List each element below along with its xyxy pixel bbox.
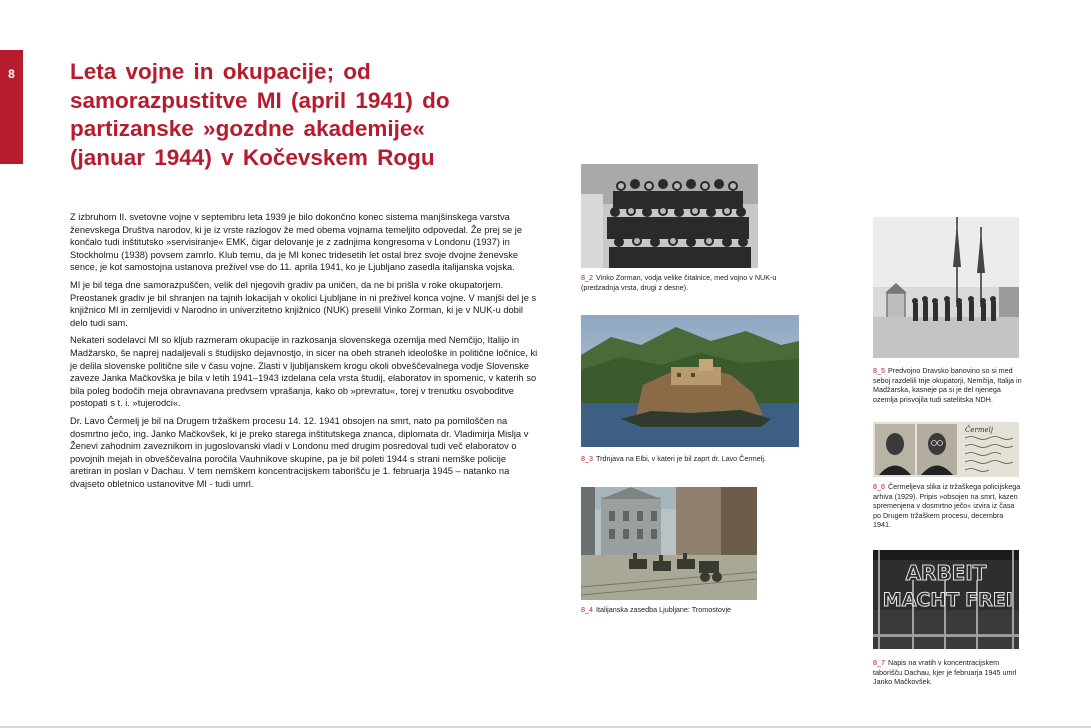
gate-word-macht: MACHT [882,589,960,611]
caption-text: Napis na vratih v koncentracijskem taborišču Dachau, kjer je februarja 1945 umrl Janko Mačkovšek. [873,658,1017,687]
caption-number: 8_2 [581,273,593,282]
paragraph-3: Nekateri sodelavci MI so kljub razmeram okupacije in razkosanja slovenskega ozemlja med Nemčijo, Italijo in Madžarsko, še naprej nadaljevali s študijsko dejavnostjo, in sicer na obeh straneh ideološke in politične ločnice, ki je delila slovenske politične sile v času vojne. Zlasti v ljubljanskem krogu okoli obveščevalnega vodje Slovenske zaveze Janka Mačkovška je bila v letih 1941–1943 izdelana cela vrsta študij, elaboratov in spomenic, v katerih so bila poleg bodočih meja obravnavana predvsem vprašanja, kako ob »prevratu«, torej v trenutku osvoboditve postopati s t. i. »tujerodci«. [70,335,538,409]
page-number-tab: 8 [0,50,23,164]
photo-elba-fortress [581,315,799,447]
caption-text: Trdnjava na Elbi, v kateri je bil zaprt dr. Lavo Čermelj. [596,454,766,463]
caption-text: Predvojno Dravsko banovino so si med seboj razdelili trije okupatorji, Nemčija, Italija in Madžarska, kasneje pa si je del njenega ozemlja prisvojila tudi satelitska NDH. [873,366,1022,404]
paragraph-2: MI je bil tega dne samorazpuščen, velik del njegovih gradiv pa uničen, da ne bi prišla v roke okupatorjem. Preostanek gradiv je bil shranjen na tajnih lokacijah v okolici Ljubljane in ni preživel konca vojne. V manjši del je s knjižnico MI in zemljevidi v Narodno in univerzitetno knjižnico (NUK) preselil Vinko Zorman, ki je v NUK-u dobil delo tudi sam. [70,279,537,328]
photo-cermelj-police-card [873,422,1019,477]
caption-8-4 [581,605,781,615]
caption-text: Italijanska zasedba Ljubljane: Tromostovje [596,605,732,614]
handwritten-name: Čermelj [965,426,994,434]
caption-8-2 [581,273,781,292]
caption-text: Vinko Zorman, vodja velike čitalnice, med vojno v NUK-u (predzadnja vrsta, drugi z desne). [581,273,777,292]
caption-number: 8_6 [873,482,885,491]
photo-tromostovje [581,487,757,600]
paragraph-4: Dr. Lavo Čermelj je bil na Drugem tržaškem procesu 14. 12. 1941 obsojen na smrt, nato pa pomiloščen na dosmrtno ječo, ing. Janko Mačkovšek, ki je preko starega inštitutskega znanca, diplomata dr. Vladimirja Mislja v Ženevi zahodnim zaveznikom in jugoslovanski vladi v Londonu med drugim posredoval tudi več elaboratov o povojnih mejah in obveščevalna poročila Vauhnikove skupine, pa je bil poleti 1944 s strani nemške policije aretiran in poslan v Dachau. V tem nemškem koncentracijskem taborišču je 1. februarja 1945 – natanko na dvajseto obletnico ustanovitve MI - tudi umrl. [70,415,529,489]
caption-number: 8_5 [873,366,885,375]
caption-number: 8_3 [581,454,593,463]
page-title: Leta vojne in okupacije; od samorazpustitve MI (april 1941) do partizanske »gozdne akademije« (januar 1944) v Kočevskem Rogu [70,59,450,170]
gate-word-arbeit: ARBEIT [905,561,987,585]
photo-dachau-gate [873,550,1019,649]
caption-8-3 [581,454,799,464]
gate-word-frei: FREI [965,589,1013,611]
caption-8-7 [873,658,1023,687]
photo-nuk-staff [581,164,758,268]
body-text [70,211,540,495]
caption-text: Čermeljeva slika iz tržaškega policijskega arhiva (1929). Pripis »obsojen na smrt, kazen spremenjena v dosmrtno ječo« izvira iz časa po Drugem tržaškem procesu, decembra 1941. [873,482,1021,530]
paragraph-1: Z izbruhom II. svetovne vojne v septembru leta 1939 je bilo dokončno konec sistema manjšinskega varstva ženevskega Društva narodov, ki je iz vrste razlogov že med obema vojnama temeljito odpovedal. Že prej se je končalo tudi inštitutsko »servisiranje« EMK, čigar delovanje je z zadnjima kongresoma v Londonu (1937) in Stockholmu (1938) povsem zamrlo. Klub temu, da je MI konec tridesetih let ostal brez svoje dvojne ženevske sence, je kot samostojna ustanova preživel vse do 11. aprila 1941, ko je Ljubljano zasedla italijanska vojska. [70,212,522,273]
photo-occupation-border [873,217,1019,358]
caption-number: 8_7 [873,658,885,667]
caption-8-6 [873,482,1023,530]
caption-8-5 [873,366,1023,404]
caption-number: 8_4 [581,605,593,614]
